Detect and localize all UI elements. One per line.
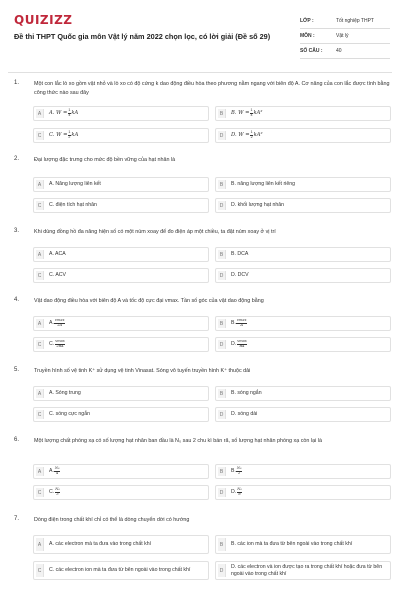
option-b[interactable] — [215, 386, 391, 401]
option-letter: A — [36, 109, 44, 118]
option-text: D. khối lượng hạt nhân — [231, 202, 285, 208]
option-letter: B — [218, 319, 226, 328]
option-text: A. các electron mà ta đưa vào trong chất khí — [49, 541, 152, 547]
option-letter: B — [218, 109, 226, 118]
page-title: Đề thi THPT Quốc gia môn Vật lý năm 2022 chọn lọc, có lời giải (Đề số 29) — [14, 32, 271, 41]
option-letter: B — [218, 389, 226, 398]
option-a[interactable] — [33, 464, 209, 479]
option-letter: A — [36, 538, 44, 551]
option-text: D. sóng dài — [231, 411, 258, 417]
option-letter: D — [218, 131, 226, 140]
option-letter: C — [36, 201, 44, 210]
option-text: B. các ion mà ta đưa từ bên ngoài vào trong chất khí — [231, 541, 353, 547]
option-letter: D — [218, 410, 226, 419]
option-letter: A — [36, 180, 44, 189]
option-a[interactable] — [33, 316, 209, 331]
question-number: 1. — [14, 80, 20, 86]
option-text: D. DCV — [231, 272, 249, 278]
option-c[interactable] — [33, 128, 209, 143]
meta-row-class — [300, 14, 390, 29]
option-b[interactable] — [215, 106, 391, 121]
option-text: D. $\frac{\text{N₀}}{8}$ — [231, 487, 242, 496]
option-text: C. sóng cực ngắn — [49, 411, 90, 417]
option-text: A. ACA — [49, 251, 66, 257]
option-c[interactable] — [33, 485, 209, 500]
meta-key: MÔN : — [300, 33, 315, 39]
option-text: C. $\frac{vmax}{2\pi A}$ — [49, 339, 65, 348]
option-c[interactable] — [33, 561, 209, 580]
option-text: B. W = $\frac{1}{4}$ kA² — [231, 108, 263, 117]
option-letter: B — [218, 250, 226, 259]
question-text: Truyền hình số vệ tinh K⁺ sử dụng vệ tinh Vinasat. Sóng vô tuyến truyền hình K⁺ thuộc dải — [34, 368, 251, 374]
option-a[interactable] — [33, 106, 209, 121]
option-text: D. W = $\frac{1}{2}$ kA² — [231, 130, 263, 139]
option-letter: C — [36, 488, 44, 497]
option-letter: A — [36, 467, 44, 476]
meta-row-count — [300, 44, 390, 59]
fraction: $\frac{\text{N₀}}{8}$ — [237, 487, 242, 496]
question-number: 4. — [14, 297, 20, 303]
worksheet-header — [0, 0, 400, 70]
meta-key: LỚP : — [300, 18, 314, 24]
option-text: B. năng lượng liên kết riêng — [231, 181, 295, 187]
option-letter: D — [218, 488, 226, 497]
fraction: $\frac{1}{2}$ — [68, 130, 71, 139]
question-text: Một con lắc lò xo gồm vật nhỏ và lò xo có độ cứng k dao động điều hòa theo phương nằm ngang với biên độ A. Cơ năng của con lắc được tính bằng công thức nào sau đây — [34, 81, 390, 96]
option-letter: D — [218, 201, 226, 210]
option-text: A. Sóng trung — [49, 390, 81, 396]
meta-row-subject — [300, 29, 390, 44]
option-text: A. $\frac{vmax}{2A}$ — [49, 318, 65, 327]
option-letter: B — [218, 538, 226, 551]
option-letter: C — [36, 564, 44, 577]
option-text: A. Năng lượng liên kết — [49, 181, 101, 187]
option-letter: A — [36, 250, 44, 259]
question-text: Dòng điện trong chất khí chỉ có thể là dòng chuyển dời có hướng — [34, 517, 190, 523]
option-text: B. sóng ngắn — [231, 390, 262, 396]
option-text: B. $\frac{\text{N₀}}{2}$ — [231, 466, 242, 475]
fraction: $\frac{1}{2}$ — [250, 130, 253, 139]
header-divider — [8, 72, 392, 73]
meta-value: 40 — [336, 48, 342, 54]
meta-value: Vật lý — [336, 33, 349, 39]
option-c[interactable] — [33, 407, 209, 422]
question-text: Khi dùng đồng hồ đa năng hiện số có một núm xoay để đo điện áp một chiều, ta đặt núm xoay ở vị trí — [34, 229, 276, 235]
option-c[interactable] — [33, 337, 209, 352]
option-letter: A — [36, 319, 44, 328]
option-text: C. ACV — [49, 272, 67, 278]
option-a[interactable] — [33, 535, 209, 554]
fraction: $\frac{\text{N₀}}{4}$ — [54, 466, 60, 475]
question-number: 7. — [14, 516, 20, 522]
option-d[interactable] — [215, 198, 391, 213]
option-b[interactable] — [215, 247, 391, 262]
option-letter: C — [36, 410, 44, 419]
option-letter: D — [218, 564, 226, 577]
option-c[interactable] — [33, 198, 209, 213]
option-text: A. W = $\frac{1}{4}$ kA — [49, 108, 79, 117]
option-text: C. điện tích hạt nhân — [49, 202, 97, 208]
question-text: Vật dao động điều hòa với biên độ A và tốc độ cực đại vmax. Tần số góc của vật dao động bằng — [34, 298, 264, 304]
fraction: $\frac{vmax}{2\pi A}$ — [55, 339, 65, 348]
fraction: $\frac{1}{4}$ — [68, 108, 71, 117]
option-b[interactable] — [215, 316, 391, 331]
option-letter: B — [218, 467, 226, 476]
option-letter: D — [218, 271, 226, 280]
fraction: $\frac{vmax}{2A}$ — [54, 318, 65, 327]
question-number: 3. — [14, 228, 20, 234]
meta-key: SỐ CÂU : — [300, 48, 323, 54]
option-c[interactable] — [33, 268, 209, 283]
meta-table — [300, 14, 390, 59]
fraction: $\frac{\text{N₀}}{2}$ — [236, 466, 242, 475]
option-text: C. các electron ion mà ta đưa từ bên ngoài vào trong chất khí — [49, 567, 191, 573]
question-text: Một lượng chất phóng xạ có số lượng hạt nhân ban đầu là N₀ sau 2 chu kì bán rã, số lượng hạt nhân phóng xạ còn lại là — [34, 438, 322, 444]
fraction: $\frac{1}{4}$ — [250, 108, 253, 117]
option-letter: D — [218, 340, 226, 349]
option-d[interactable] — [215, 485, 391, 500]
question-text: Đại lượng đặc trưng cho mức độ bền vững của hạt nhân là — [34, 157, 176, 163]
option-d[interactable] — [215, 268, 391, 283]
fraction: $\frac{vmax}{A}$ — [236, 318, 247, 327]
option-text: D. $\frac{vmax}{\pi A}$ — [231, 339, 247, 348]
option-text: C. $\frac{\text{N₀}}{3}$ — [49, 487, 60, 496]
quizizz-logo: QUIZIZZ — [14, 13, 73, 27]
option-text: D. các electron và ion được tạo ra trong chất khí hoặc đưa từ bên ngoài vào trong chất khí — [231, 563, 383, 577]
option-text: B. $\frac{vmax}{A}$ — [231, 318, 247, 327]
option-a[interactable] — [33, 386, 209, 401]
option-text: A. $\frac{\text{N₀}}{4}$ — [49, 466, 60, 475]
fraction: $\frac{vmax}{\pi A}$ — [237, 339, 247, 348]
fraction: $\frac{\text{N₀}}{3}$ — [55, 487, 60, 496]
option-letter: B — [218, 180, 226, 189]
option-a[interactable] — [33, 247, 209, 262]
option-text: C. W = $\frac{1}{2}$ kA — [49, 130, 79, 139]
question-number: 6. — [14, 437, 20, 443]
meta-value: Tốt nghiệp THPT — [336, 18, 374, 24]
option-d[interactable] — [215, 128, 391, 143]
option-b[interactable] — [215, 177, 391, 192]
option-text: B. DCA — [231, 251, 249, 257]
option-a[interactable] — [33, 177, 209, 192]
option-b[interactable] — [215, 535, 391, 554]
option-letter: C — [36, 131, 44, 140]
option-letter: C — [36, 271, 44, 280]
option-letter: A — [36, 389, 44, 398]
option-b[interactable] — [215, 464, 391, 479]
option-letter: C — [36, 340, 44, 349]
option-d[interactable] — [215, 337, 391, 352]
option-d[interactable] — [215, 561, 391, 580]
option-d[interactable] — [215, 407, 391, 422]
question-number: 2. — [14, 156, 20, 162]
question-number: 5. — [14, 367, 20, 373]
